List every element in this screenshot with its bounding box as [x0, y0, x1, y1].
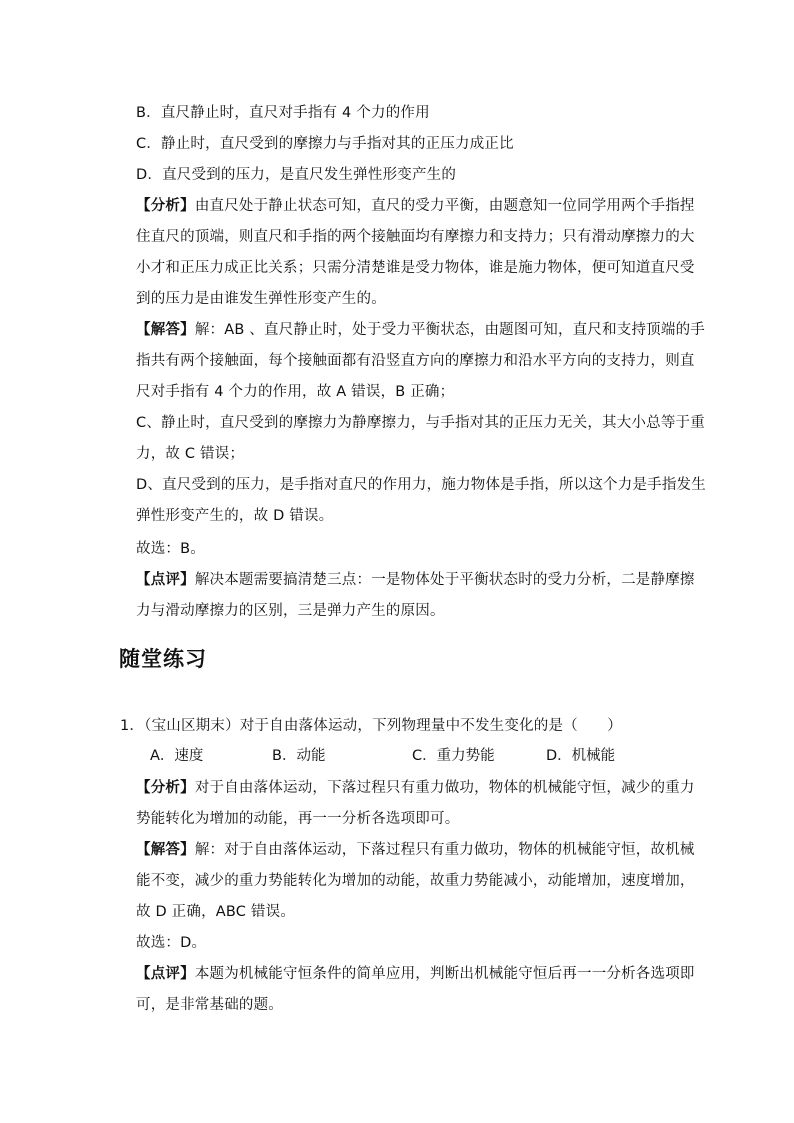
section-title: 随堂练习	[119, 647, 207, 671]
analysis-tag: 【分析】	[136, 198, 195, 214]
q1-analysis-tag: 【分析】	[136, 780, 195, 796]
q1-comment-text-1: 本题为机械能守恒条件的简单应用，判断出机械能守恒后再一一分析各选项即	[194, 966, 695, 982]
answer-text-1: 解：AB 、直尺静止时，处于受力平衡状态，由题图可知，直尺和支持顶端的手	[194, 322, 705, 338]
q1-answer-line-2: 能不变，减少的重力势能转化为增加的动能，故重力势能减小，动能增加，速度增加，	[136, 873, 695, 889]
question-option-b: B．动能	[272, 748, 326, 764]
answer-line-2: 指共有两个接触面，每个接触面都有沿竖直方向的摩擦力和沿水平方向的支持力，则直	[136, 353, 695, 369]
q1-comment-line-1	[136, 964, 695, 984]
choice-line: 故选：B。	[136, 541, 205, 557]
comment-line-1	[136, 570, 695, 590]
answer-line-5: 力，故 C 错误；	[136, 446, 245, 462]
answer-line-1	[136, 320, 705, 340]
q1-analysis-line-1	[136, 778, 695, 798]
comment-line-2: 力与滑动摩擦力的区别，三是弹力产生的原因。	[136, 603, 445, 619]
q1-comment-line-2: 可，是非常基础的题。	[136, 997, 283, 1013]
question-option-c: C．重力势能	[412, 748, 495, 764]
question-option-a: A．速度	[150, 748, 204, 764]
analysis-line-3: 小才和正压力成正比关系；只需分清楚谁是受力物体，谁是施力物体，便可知道直尺受	[136, 260, 695, 276]
answer-line-3: 尺对手指有 4 个力的作用，故 A 错误，B 正确；	[136, 384, 455, 400]
q1-answer-line-3: 故 D 正确，ABC 错误。	[136, 904, 296, 920]
q1-answer-text-1: 解：对于自由落体运动，下落过程只有重力做功，物体的机械能守恒，故机械	[194, 842, 695, 858]
analysis-text-1: 由直尺处于静止状态可知，直尺的受力平衡，由题意知一位同学用两个手指捏	[194, 198, 695, 214]
question-option-d: D．机械能	[546, 748, 616, 764]
analysis-line-1	[136, 196, 695, 216]
option-d: D．直尺受到的压力，是直尺发生弹性形变产生的	[136, 167, 457, 183]
analysis-line-4: 到的压力是由谁发生弹性形变产生的。	[136, 291, 386, 307]
q1-comment-tag: 【点评】	[136, 966, 195, 982]
option-b: B．直尺静止时，直尺对手指有 4 个力的作用	[136, 105, 430, 121]
q1-choice-line: 故选：D。	[136, 935, 207, 951]
answer-line-6: D、直尺受到的压力，是手指对直尺的作用力，施力物体是手指，所以这个力是手指发生	[136, 477, 706, 493]
option-c: C．静止时，直尺受到的摩擦力与手指对其的正压力成正比	[136, 136, 514, 152]
answer-tag: 【解答】	[136, 322, 195, 338]
q1-analysis-line-2: 势能转化为增加的动能，再一一分析各选项即可。	[136, 811, 460, 827]
q1-analysis-text-1: 对于自由落体运动，下落过程只有重力做功，物体的机械能守恒，减少的重力	[194, 780, 695, 796]
question-stem: 1．（宝山区期末）对于自由落体运动，下列物理量中不发生变化的是（ ）	[120, 718, 622, 734]
answer-line-4: C、静止时，直尺受到的摩擦力为静摩擦力，与手指对其的正压力无关，其大小总等于重	[136, 415, 705, 431]
q1-answer-line-1	[136, 840, 695, 860]
analysis-line-2: 住直尺的顶端，则直尺和手指的两个接触面均有摩擦力和支持力；只有滑动摩擦力的大	[136, 229, 695, 245]
q1-answer-tag: 【解答】	[136, 842, 195, 858]
comment-text-1: 解决本题需要搞清楚三点：一是物体处于平衡状态时的受力分析，二是静摩擦	[194, 572, 695, 588]
comment-tag: 【点评】	[136, 572, 195, 588]
answer-line-7: 弹性形变产生的，故 D 错误。	[136, 508, 334, 524]
